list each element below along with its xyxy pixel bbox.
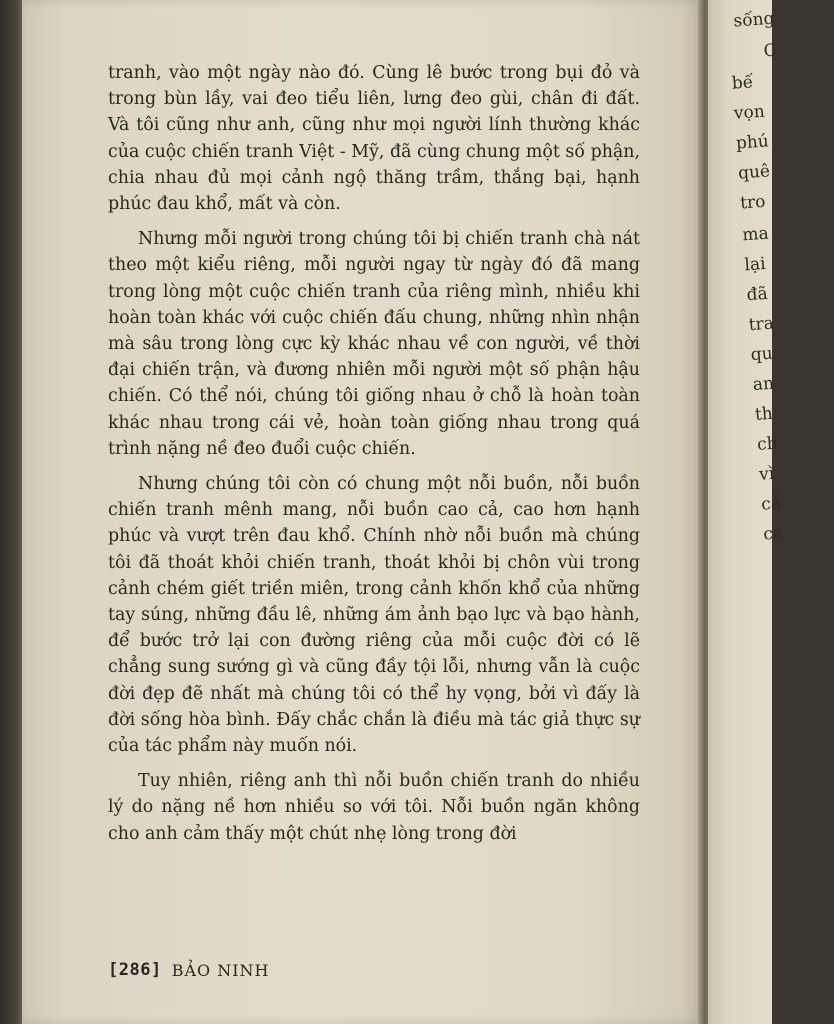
right-page-fragment: đã bbox=[745, 283, 769, 306]
left-page bbox=[22, 0, 708, 1024]
right-page-fragment: ch bbox=[756, 433, 779, 455]
paragraph-3: Nhưng chúng tôi còn có chung một nỗi buồn, nỗi buồn chiến tranh mênh mang, nỗi buồn cao cả, cao hơn hạnh phúc và vượt trên đau khổ. Chính nhờ nỗi buồn mà chúng tôi đã thoát khỏi chiến tranh, thoát khỏi bị chôn vùi trong cảnh chém giết triền miên, trong cảnh khốn khổ của những tay súng, những đầu lê, những ám ảnh bạo lực và bạo hành, để bước trở lại con đường riêng của mỗi cuộc đời có lẽ chẳng sung sướng gì và cũng đầy tội lỗi, nhưng vẫn là cuộc đời đẹp đẽ nhất mà chúng tôi có thể hy vọng, bởi vì đấy là đời sống hòa bình. Đấy chắc chắn là điều mà tác giả thực sự của tác phẩm này muốn nói. bbox=[108, 474, 640, 757]
paragraph-1: tranh, vào một ngày nào đó. Cùng lê bước trong bụi đỏ và trong bùn lầy, vai đeo tiểu liên, lưng đeo gùi, chân đi đất. Và tôi cũng như anh, cũng như mọi người lính thường khác của cuộc chiến tranh Việt - Mỹ, đã cùng chung một số phận, chia nhau đủ mọi cảnh ngộ thăng trầm, thắng bại, hạnh phúc đau khổ, mất và còn. bbox=[108, 63, 640, 215]
paragraph-2: Nhưng mỗi người trong chúng tôi bị chiến tranh chà nát theo một kiểu riêng, mỗi người ngay từ ngày đó đã mang trong lòng một cuộc chiến tranh của riêng mình, nhiều khi hoàn toàn khác với cuộc chiến đấu chung, những nhìn nhận mà sâu trong lòng cực kỳ khác nhau về con người, về thời đại chiến trận, và đương nhiên mỗi người một số phận hậu chiến. Có thể nói, chúng tôi giống nhau ở chỗ là hoàn toàn khác nhau trong cái vẻ, hoàn toàn giống nhau trong quá trình nặng nề đeo đuổi cuộc chiến. bbox=[108, 229, 640, 459]
right-page-fragment: phú bbox=[735, 131, 770, 154]
right-page-fragment: qu bbox=[750, 343, 774, 366]
right-page-fragment: C bbox=[762, 40, 778, 62]
page-number: [286] bbox=[108, 960, 162, 980]
right-page-fragment: tro bbox=[739, 191, 767, 214]
body-text bbox=[108, 60, 640, 856]
right-page-fragment: quê bbox=[737, 161, 771, 184]
right-page-fragment: sống bbox=[732, 8, 776, 32]
right-page-fragment: vì bbox=[758, 463, 775, 485]
running-head-author: BẢO NINH bbox=[171, 960, 270, 980]
right-page-fragment: an bbox=[752, 373, 775, 396]
right-page-fragment: ma bbox=[741, 223, 770, 246]
right-page-fragment: cá bbox=[762, 523, 784, 545]
right-page-fragment: lại bbox=[743, 253, 767, 276]
right-page-fragment: tra bbox=[748, 313, 775, 336]
right-page bbox=[708, 0, 784, 1024]
right-page-fragment: bế bbox=[731, 72, 754, 94]
right-page-fragment: th bbox=[754, 403, 774, 425]
right-page-fragment: cá bbox=[760, 493, 782, 515]
page-footer bbox=[108, 960, 269, 980]
paragraph-4: Tuy nhiên, riêng anh thì nỗi buồn chiến tranh do nhiều lý do nặng nề hơn nhiều so với tôi. Nỗi buồn ngăn không cho anh cảm thấy một chút nhẹ lòng trong đời bbox=[108, 771, 640, 844]
right-page-fragment: vọn bbox=[733, 101, 766, 124]
